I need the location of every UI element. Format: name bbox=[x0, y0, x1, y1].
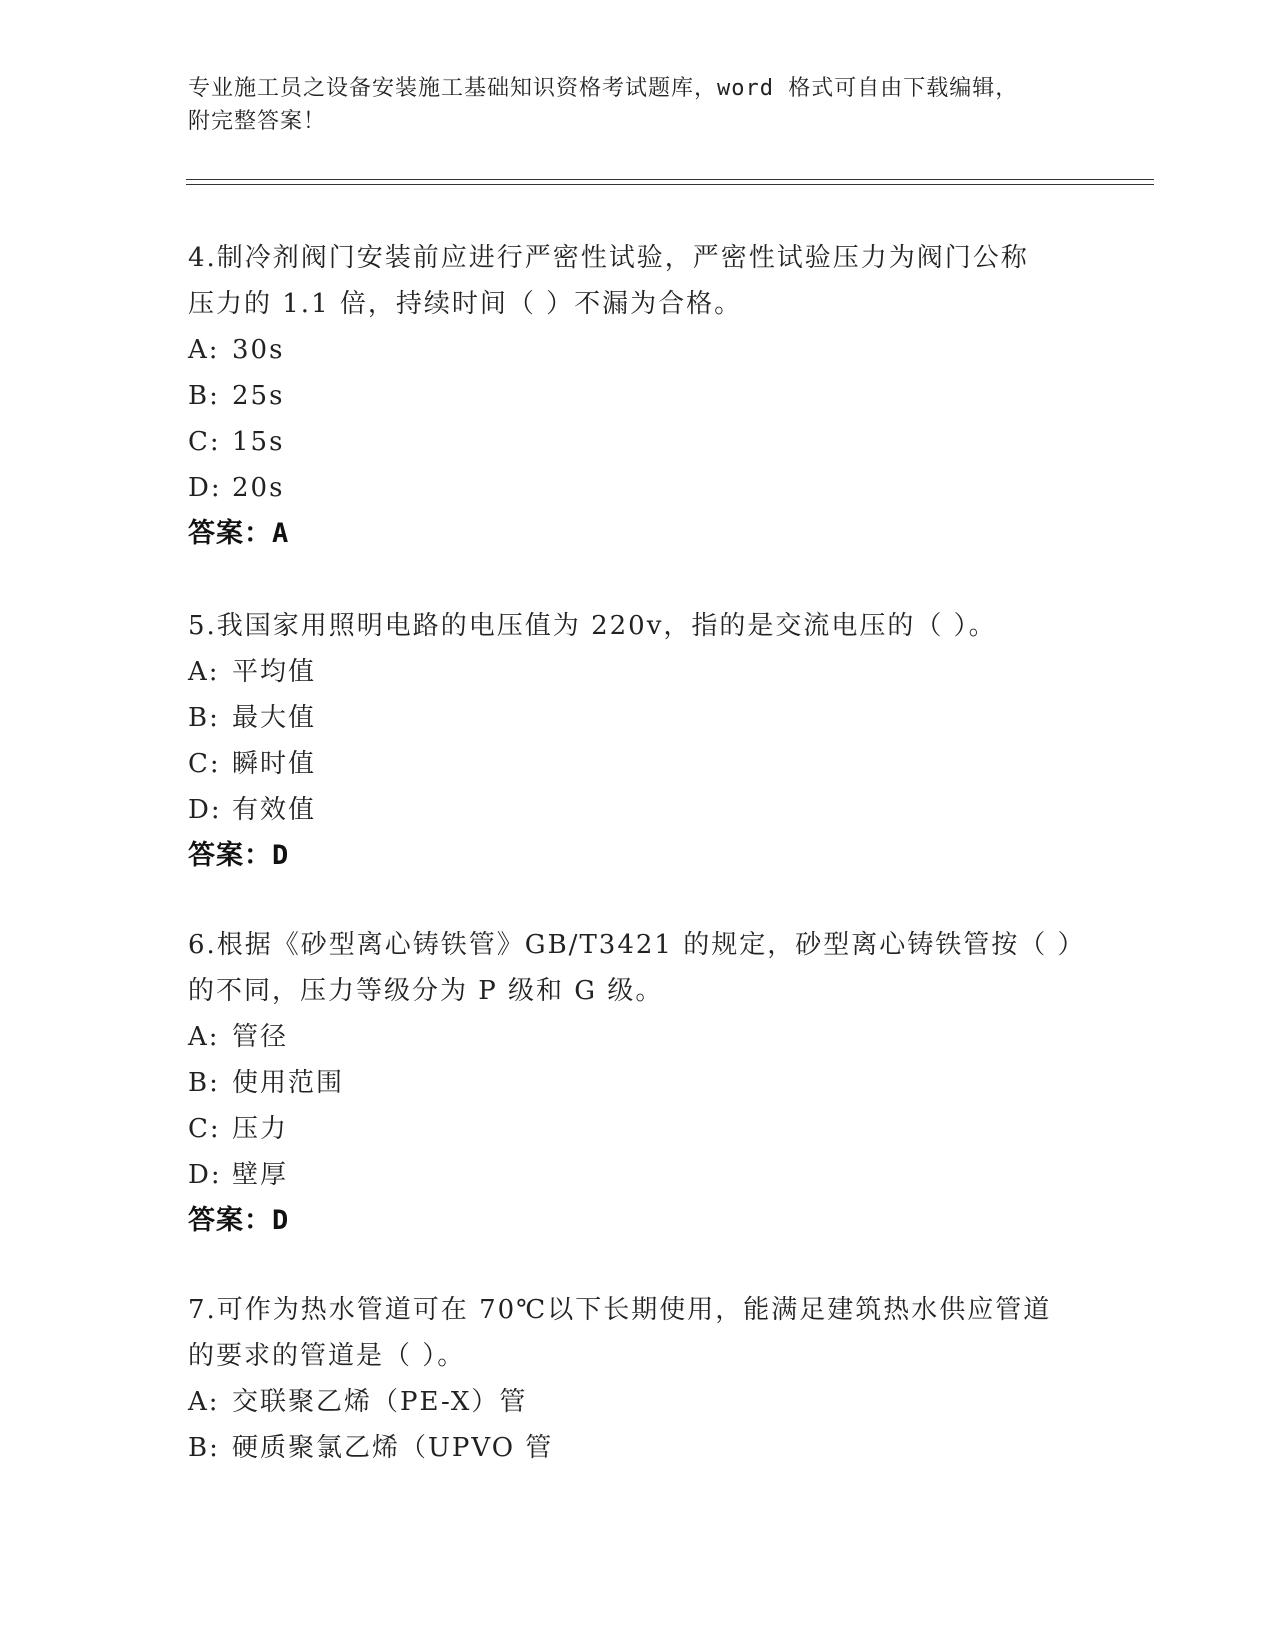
option-text: 平均值 bbox=[232, 657, 317, 687]
answer-label: 答案：A bbox=[188, 518, 290, 549]
option-text: 20s bbox=[232, 473, 285, 503]
option-text: 瞬时值 bbox=[232, 749, 317, 779]
question-text-line: 的要求的管道是（ ）。 bbox=[188, 1341, 466, 1371]
option-text: 15s bbox=[232, 427, 285, 457]
option-letter: C: bbox=[188, 1114, 221, 1144]
option-text: 壁厚 bbox=[232, 1160, 289, 1190]
option-letter: D: bbox=[188, 473, 222, 503]
question-5 bbox=[188, 603, 1088, 879]
option-b bbox=[188, 373, 1088, 419]
option-letter: C: bbox=[188, 749, 221, 779]
option-letter: A: bbox=[188, 1387, 220, 1417]
option-text: 最大值 bbox=[232, 703, 317, 733]
option-a bbox=[188, 327, 1088, 373]
document-header bbox=[188, 72, 1088, 138]
option-text: 25s bbox=[232, 381, 285, 411]
question-text-line: 4.制冷剂阀门安装前应进行严密性试验，严密性试验压力为阀门公称 bbox=[188, 243, 1029, 273]
option-letter: A: bbox=[188, 335, 220, 365]
question-7 bbox=[188, 1287, 1088, 1471]
option-letter: A: bbox=[188, 657, 220, 687]
question-text-line: 的不同，压力等级分为 P 级和 G 级。 bbox=[188, 976, 664, 1006]
option-text: 使用范围 bbox=[232, 1068, 345, 1098]
option-d bbox=[188, 465, 1088, 511]
question-text-line: 7.可作为热水管道可在 70℃以下长期使用，能满足建筑热水供应管道 bbox=[188, 1295, 1052, 1325]
option-c bbox=[188, 1106, 1088, 1152]
option-text: 交联聚乙烯（PE-X）管 bbox=[232, 1387, 528, 1417]
answer-label: 答案：D bbox=[188, 1205, 290, 1236]
option-text: 硬质聚氯乙烯（UPVO 管 bbox=[232, 1433, 554, 1463]
question-text-line: 压力的 1.1 倍，持续时间（ ）不漏为合格。 bbox=[188, 289, 743, 319]
option-a bbox=[188, 1014, 1088, 1060]
question-text-line: 5.我国家用照明电路的电压值为 220v，指的是交流电压的（ ）。 bbox=[188, 611, 997, 641]
question-4 bbox=[188, 235, 1088, 557]
option-letter: B: bbox=[188, 381, 220, 411]
option-b bbox=[188, 1060, 1088, 1106]
option-letter: A: bbox=[188, 1022, 220, 1052]
header-divider-top bbox=[186, 179, 1154, 180]
option-b bbox=[188, 695, 1088, 741]
option-a bbox=[188, 1379, 1088, 1425]
answer-label: 答案：D bbox=[188, 840, 290, 871]
option-d bbox=[188, 787, 1088, 833]
option-letter: D: bbox=[188, 795, 222, 825]
option-c bbox=[188, 741, 1088, 787]
option-b bbox=[188, 1425, 1088, 1471]
option-d bbox=[188, 1152, 1088, 1198]
option-a bbox=[188, 649, 1088, 695]
option-letter: B: bbox=[188, 1068, 220, 1098]
option-c bbox=[188, 419, 1088, 465]
option-text: 有效值 bbox=[232, 795, 317, 825]
option-letter: B: bbox=[188, 703, 220, 733]
option-letter: B: bbox=[188, 1433, 220, 1463]
question-text-line: 6.根据《砂型离心铸铁管》GB/T3421 的规定，砂型离心铸铁管按（ ） bbox=[188, 930, 1086, 960]
option-text: 压力 bbox=[232, 1114, 289, 1144]
question-6 bbox=[188, 922, 1088, 1244]
header-line-1: 专业施工员之设备安装施工基础知识资格考试题库，word 格式可自由下载编辑， bbox=[188, 76, 1019, 101]
header-line-2: 附完整答案！ bbox=[188, 109, 327, 134]
option-text: 30s bbox=[232, 335, 285, 365]
header-divider-bottom bbox=[186, 184, 1154, 185]
option-letter: C: bbox=[188, 427, 221, 457]
option-letter: D: bbox=[188, 1160, 222, 1190]
option-text: 管径 bbox=[232, 1022, 289, 1052]
